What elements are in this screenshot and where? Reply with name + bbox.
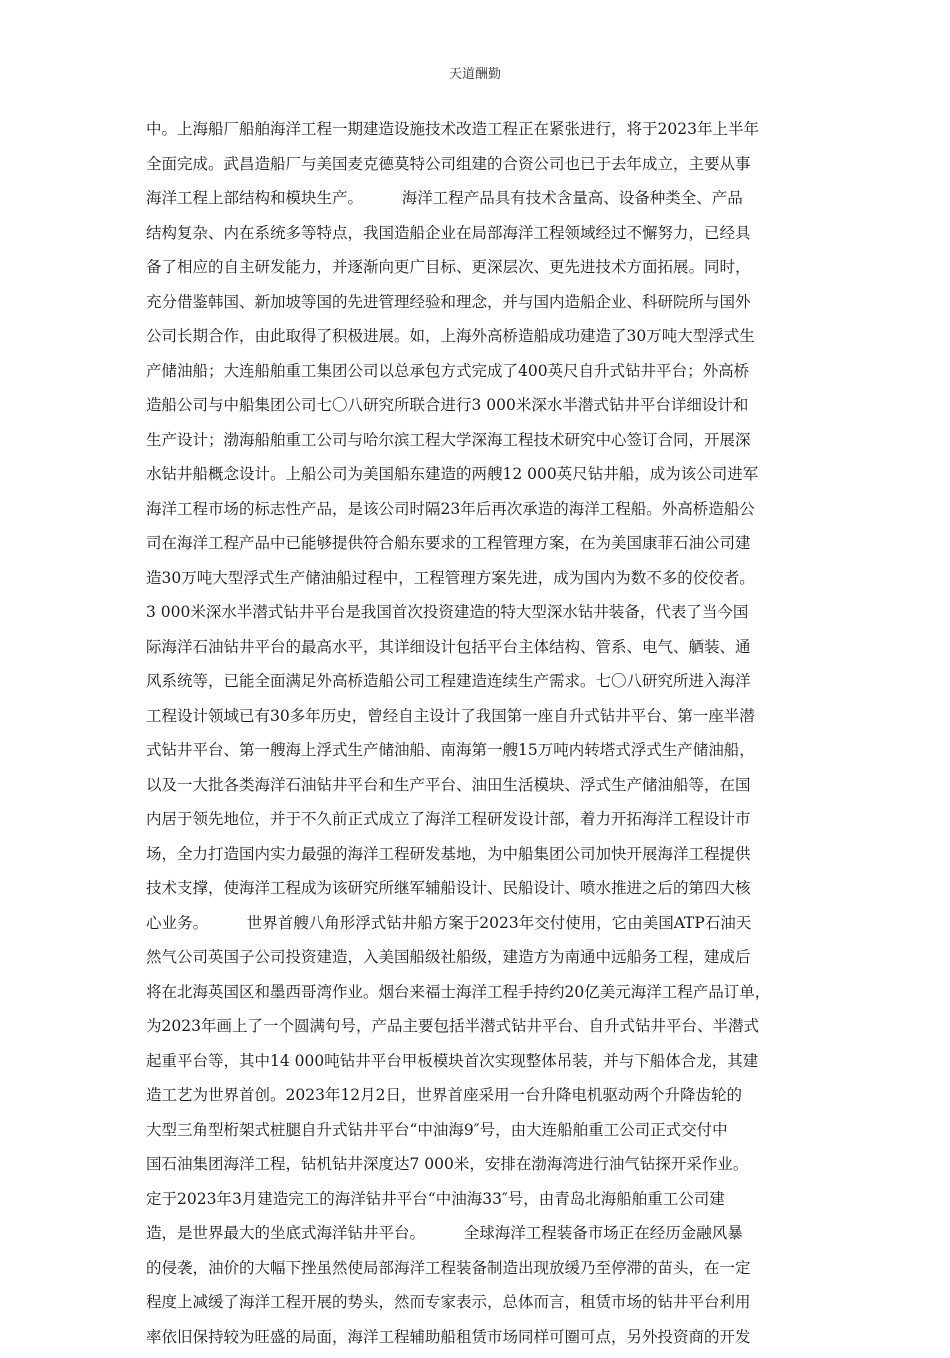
text-line: 全面完成。武昌造船厂与美国麦克德莫特公司组建的合资公司也已于去年成立，主要从事 [146,151,846,186]
document-body [146,116,846,1358]
text-line: 大型三角型桁架式桩腿自升式钻井平台“中油海9″号，由大连船舶重工公司正式交付中 [146,1117,846,1152]
text-line: 结构复杂、内在系统多等特点，我国造船企业在局部海洋工程领域经过不懈努力，已经具 [146,220,846,255]
text-line: 充分借鉴韩国、新加坡等国的先进管理经验和理念，并与国内造船企业、科研院所与国外 [146,289,846,324]
text-line: 风系统等，已能全面满足外高桥造船公司工程建造连续生产需求。七〇八研究所进入海洋 [146,668,846,703]
text-line: 程度上减缓了海洋工程开展的势头，然而专家表示，总体而言，租赁市场的钻井平台利用 [146,1289,846,1324]
text-line: 3 000米深水半潜式钻井平台是我国首次投资建造的特大型深水钻井装备，代表了当今国 [146,599,846,634]
text-line: 心业务。 世界首艘八角形浮式钻井船方案于2023年交付使用，它由美国ATP石油天 [146,910,846,945]
text-line: 造30万吨大型浮式生产储油船过程中，工程管理方案先进，成为国内为数不多的佼佼者。 [146,565,846,600]
text-line: 海洋工程上部结构和模块生产。 海洋工程产品具有技术含量高、设备种类全、产品 [146,185,846,220]
text-line: 国石油集团海洋工程，钻机钻井深度达7 000米，安排在渤海湾进行油气钻探开采作业。 [146,1151,846,1186]
text-line: 内居于领先地位，并于不久前正式成立了海洋工程研发设计部，着力开拓海洋工程设计市 [146,806,846,841]
text-line: 起重平台等，其中14 000吨钻井平台甲板模块首次实现整体吊装，并与下船体合龙，其建 [146,1048,846,1083]
text-line: 备了相应的自主研发能力，并逐渐向更广目标、更深层次、更先进技术方面拓展。同时， [146,254,846,289]
text-line: 生产设计；渤海船舶重工公司与哈尔滨工程大学深海工程技术研究中心签订合同，开展深 [146,427,846,462]
text-line: 产储油船；大连船舶重工集团公司以总承包方式完成了400英尺自升式钻井平台；外高桥 [146,358,846,393]
text-line: 场，全力打造国内实力最强的海洋工程研发基地，为中船集团公司加快开展海洋工程提供 [146,841,846,876]
text-line: 海洋工程市场的标志性产品，是该公司时隔23年后再次承造的海洋工程船。外高桥造船公 [146,496,846,531]
text-line: 公司长期合作，由此取得了积极进展。如，上海外高桥造船成功建造了30万吨大型浮式生 [146,323,846,358]
text-line: 技术支撑，使海洋工程成为该研究所继军辅船设计、民船设计、喷水推进之后的第四大核 [146,875,846,910]
text-line: 然气公司英国子公司投资建造，入美国船级社船级，建造方为南通中远船务工程，建成后 [146,944,846,979]
text-line: 将在北海英国区和墨西哥湾作业。烟台来福士海洋工程手持约20亿美元海洋工程产品订单， [146,979,846,1014]
page-header: 天道酬勤 [0,67,950,83]
text-line: 定于2023年3月建造完工的海洋钻井平台“中油海33″号，由青岛北海船舶重工公司建 [146,1186,846,1221]
text-line: 的侵袭，油价的大幅下挫虽然使局部海洋工程装备制造出现放缓乃至停滞的苗头，在一定 [146,1255,846,1290]
text-line: 际海洋石油钻井平台的最高水平，其详细设计包括平台主体结构、管系、电气、舾装、通 [146,634,846,669]
text-line: 造船公司与中船集团公司七〇八研究所联合进行3 000米深水半潜式钻井平台详细设计和 [146,392,846,427]
text-line: 造，是世界最大的坐底式海洋钻井平台。 全球海洋工程装备市场正在经历金融风暴 [146,1220,846,1255]
text-line: 水钻井船概念设计。上船公司为美国船东建造的两艘12 000英尺钻井船，成为该公司进军 [146,461,846,496]
text-line: 以及一大批各类海洋石油钻井平台和生产平台、油田生活模块、浮式生产储油船等，在国 [146,772,846,807]
text-line: 工程设计领域已有30多年历史，曾经自主设计了我国第一座自升式钻井平台、第一座半潜 [146,703,846,738]
text-line: 式钻井平台、第一艘海上浮式生产储油船、南海第一艘15万吨内转塔式浮式生产储油船， [146,737,846,772]
text-line: 率依旧保持较为旺盛的局面，海洋工程辅助船租赁市场同样可圈可点，另外投资商的开发 [146,1324,846,1358]
text-line: 为2023年画上了一个圆满句号，产品主要包括半潜式钻井平台、自升式钻井平台、半潜式 [146,1013,846,1048]
text-line: 造工艺为世界首创。2023年12月2日，世界首座采用一台升降电机驱动两个升降齿轮的 [146,1082,846,1117]
text-line: 中。上海船厂船舶海洋工程一期建造设施技术改造工程正在紧张进行，将于2023年上半年 [146,116,846,151]
text-line: 司在海洋工程产品中已能够提供符合船东要求的工程管理方案，在为美国康菲石油公司建 [146,530,846,565]
